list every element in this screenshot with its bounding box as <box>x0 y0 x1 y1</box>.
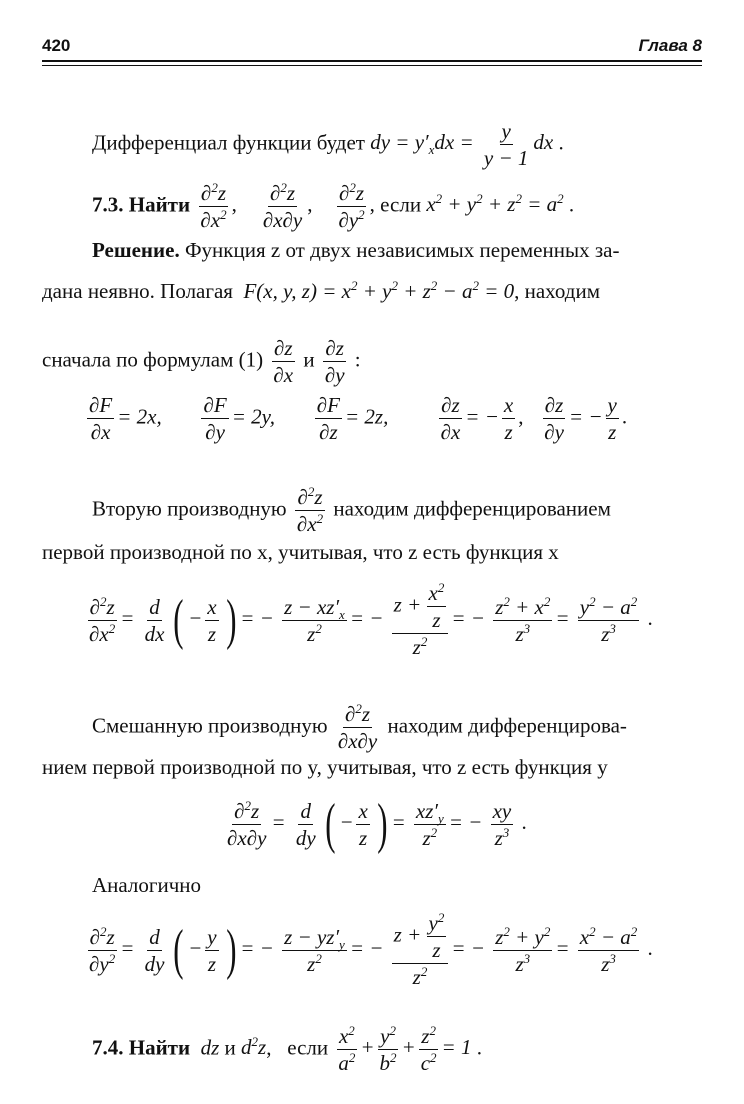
mixed-derivative-line: нием первой производной по y, учитывая, что z есть функция y <box>42 755 608 779</box>
mixed-derivative-intro: Смешанную производную $\frac{\partial^2z}{\partial x\partial y}$ находим дифференцирова- <box>92 701 627 753</box>
analogously-line: Аналогично <box>92 873 202 897</box>
F-definition: F(x, y, $z) = x^2 + y^2 + z^2 - a^2 = 0$ <box>238 278 515 303</box>
ellipsoid-equation: $\frac{x^2}{a^2}$ + $\frac{y^2}{b^2}$ + $\frac{z^2}{c^2}$ = 1 <box>338 1023 472 1075</box>
solution-line-2: дана неявно. Полагая F(x, y, $z) = x^2 + y^2 + z^2 - a^2 = 0$, находим <box>42 278 600 303</box>
header-rule <box>42 60 702 62</box>
partial-derivatives-formula: $\frac{\partial F}{\partial x}$ = 2x, $\frac{\partial F}{\partial y}$ = 2y, $\frac{\partial F}{\partial z}$ = 2z, $\frac{\partial z}{\partial x}$ = − $\frac{x}{z}$ , $\frac{\partial z}{\partial y}$ = − $\frac{y}{z}$ . <box>89 393 628 444</box>
solution-line-3: сначала по формулам (1) $\frac{\partial z}{\partial x}$ и $\frac{\partial z}{\partial y}$ : <box>42 336 361 387</box>
sphere-equation: $x^2 + y^2 + z^2 = a^2$ <box>426 191 564 217</box>
problem-7-3: 7.3. Найти $\frac{\partial^2z}{\partial x^2}$ , $\frac{\partial^2z}{\partial x\partial y}$ , $\frac{\partial^2z}{\partial y^2}$ , если $x^2 + y^2 + z^2 = a^2$ . <box>92 180 575 232</box>
solution-line-1: Решение. Функция z от двух независимых переменных за- <box>92 238 620 262</box>
dy-formula: dy = $y'_xdx$ = $\frac{y}{y - 1}$ dx <box>370 119 554 170</box>
differential-line: Дифференциал функции будет dy = $y'_xdx$ = $\frac{y}{y - 1}$ dx . <box>92 119 564 170</box>
second-derivatives: $\frac{\partial^2z}{\partial x^2}$ , $\frac{\partial^2z}{\partial x\partial y}$ , $\frac{\partial^2z}{\partial y^2}$ , <box>200 180 375 232</box>
d2z-dy2-formula: $\frac{\partial^2z}{\partial y^2}$ = $\frac{d}{dy}$ ( − $\frac{y}{z}$ ) = − $\frac{z - yz'_y}{z^2}$ = − z + $\frac{y^2}{z}$ $z^2$ = − $\frac{z^2 + y^2}{z^3}$ = $\frac{x^2 - a^2}{z^3}$ . <box>89 910 653 989</box>
first-derivative-line: первой производной по x, учитывая, что z есть функция x <box>42 540 559 564</box>
page-header <box>42 30 702 64</box>
problem-7-4: 7.4. Найти dz и $d^2z$, если $\frac{x^2}{a^2}$ + $\frac{y^2}{b^2}$ + $\frac{z^2}{c^2}$ = 1 . <box>92 1023 482 1075</box>
second-derivative-intro: Вторую производную $\frac{\partial^2z}{\partial x^2}$ находим дифференцированием <box>92 484 611 536</box>
problem-label: 7.3. Найти <box>92 192 191 217</box>
d2z-dxdy-formula: $\frac{\partial^2z}{\partial x\partial y}$ = $\frac{d}{dy}$ ( − $\frac{x}{z}$ ) = $\frac{xz'_y}{z^2}$ = − $\frac{xy}{z^3}$ . <box>227 793 527 855</box>
d2z-dx2-formula: $\frac{\partial^2z}{\partial x^2}$ = $\frac{d}{dx}$ ( − $\frac{x}{z}$ ) = − $\frac{z - xz'_x}{z^2}$ = − z + $\frac{x^2}{z}$ $z^2$ = − $\frac{z^2 + x^2}{z^3}$ = $\frac{y^2 - a^2}{z^3}$ . <box>89 580 653 659</box>
chapter-title: Глава 8 <box>638 36 702 55</box>
page-number: 420 <box>42 36 71 55</box>
header-rule-thin <box>42 65 702 66</box>
